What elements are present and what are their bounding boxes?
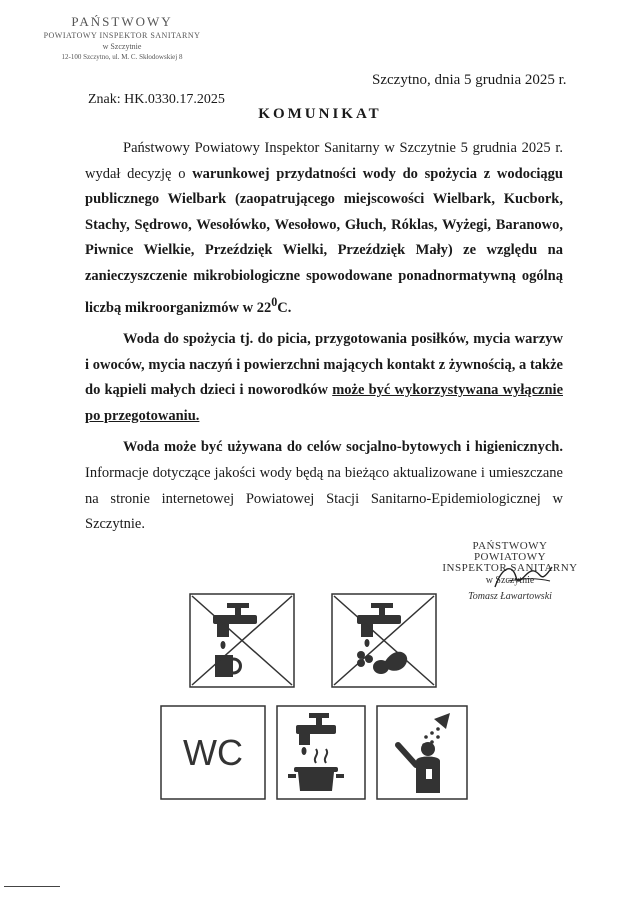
degree-mark: 0 [271,294,278,309]
boil-water-icon [276,705,366,800]
decision-details: warunkowej przydatności wody do spożycia z wodociągu publicznego Wielbark (zaopatrującego miejscowości Wielbark, Kucbork, Stachy, Sędrowo, Wesołówko, Wesołowo, Głuch, Róklas, Wyżegi, Baranowo, Piwnice Wielkie, Przeździęk Wielki, Przeździęk Mały) ze względu na zanieczyszczenie mikrobiologiczne spowodowane ponadnormatywną ogólną liczbą mikroorganizmów w 22 [85,165,563,316]
boil-requirement: może być wykorzystywana wyłącznie po przegotowaniu. [85,382,563,424]
stamp-line-1: PAŃSTWOWY [71,14,173,29]
document-title: KOMUNIKAT [258,106,382,122]
handwritten-signature [490,559,560,593]
reference-number: Znak: HK.0330.17.2025 [88,92,225,107]
paragraph-hygiene-info [85,435,563,537]
celsius-unit: C. [277,299,292,316]
no-drinking-icon [189,593,295,688]
signatory-name: Tomasz Ławartowski [468,591,552,602]
announcement-body [85,136,563,544]
hygiene-use-text: Woda może być używana do celów socjalno-bytowych i higienicznych. [123,439,563,456]
restriction-text: Woda do spożycia tj. do picia, przygotowania posiłków, mycia warzyw i owoców, mycia naczyń i powierzchni mających kontakt z żywnością, a także do kąpieli małych dzieci i noworodków [85,330,563,399]
stamp-line-2: POWIATOWY INSPEKTOR SANITARNY [43,31,201,40]
signature-line-3: w Szczytnie [485,575,535,586]
info-updates-text: Informacje dotyczące jakości wody będą na bieżąco aktualizowane i umieszczane na stronie internetowej Powiatowej Stacji Sanitarno-Epidemiologicznej w Szczytnie. [85,464,563,533]
wc-icon [160,705,266,800]
no-food-washing-icon [331,593,437,688]
signature-line-1: PAŃSTWOWY POWIATOWY [472,540,548,563]
place-and-date: Szczytno, dnia 5 grudnia 2025 r. [372,72,567,88]
stamp-line-4: 12-100 Szczytno, ul. M. C. Skłodowskiej 8 [61,53,183,61]
inspector-signature-stamp [440,541,580,607]
paragraph-decision [85,136,563,321]
paragraph-usage-restriction [85,327,563,429]
office-stamp [22,14,222,61]
shower-icon [376,705,468,800]
stamp-line-3: w Szczytnie [102,42,142,51]
signature-line-2: INSPEKTOR SANITARNY [442,562,578,574]
decision-intro: Państwowy Powiatowy Inspektor Sanitarny w Szczytnie 5 grudnia 2025 r. wydał decyzję o [85,140,563,182]
footer-rule [4,886,60,887]
wc-label: WC [183,732,243,773]
